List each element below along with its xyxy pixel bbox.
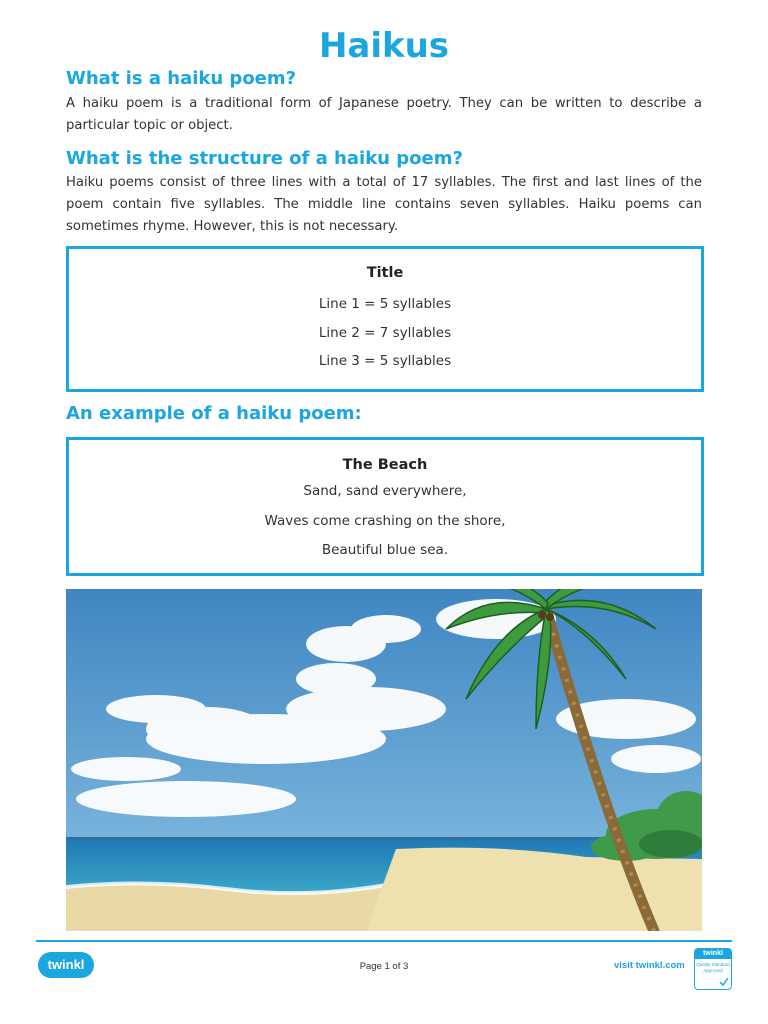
page-title: Haikus xyxy=(318,26,450,66)
section-text-what-is: A haiku poem is a traditional form of Japanese poetry. They can be written to describe a particular topic or object. xyxy=(66,96,702,133)
example-box xyxy=(66,437,704,576)
section-text-structure: Haiku poems consist of three lines with a total of 17 syllables. The first and last lines of the poem contain five syllables. The middle line contains seven syllables. Haiku poems can sometimes rhyme. However, this is not necessary. xyxy=(66,175,702,234)
structure-line-1: Line 1 = 5 syllables xyxy=(318,296,452,312)
section-heading-example: An example of a haiku poem: xyxy=(66,403,362,424)
quality-badge xyxy=(694,948,732,990)
visit-link[interactable]: visit twinkl.com xyxy=(614,960,685,971)
twinkl-logo: twinkl xyxy=(38,952,94,978)
structure-line-2: Line 2 = 7 syllables xyxy=(318,325,452,341)
beach-illustration xyxy=(66,589,702,931)
badge-text: Quality Standard Approved xyxy=(696,962,730,973)
section-heading-structure: What is the structure of a haiku poem? xyxy=(66,148,463,169)
footer-divider xyxy=(36,940,732,942)
structure-box xyxy=(66,246,704,392)
structure-box-title: Title xyxy=(366,265,404,281)
example-poem-title: The Beach xyxy=(342,457,428,473)
badge-top-text: twinkl xyxy=(695,949,731,959)
example-poem-line-2: Waves come crashing on the shore, xyxy=(264,513,506,529)
structure-line-3: Line 3 = 5 syllables xyxy=(318,353,452,369)
page-number: Page 1 of 3 xyxy=(359,961,409,972)
section-heading-what-is: What is a haiku poem? xyxy=(66,68,297,89)
check-icon xyxy=(719,977,729,987)
example-poem-line-3: Beautiful blue sea. xyxy=(321,542,449,558)
example-poem-line-1: Sand, sand everywhere, xyxy=(303,483,467,499)
